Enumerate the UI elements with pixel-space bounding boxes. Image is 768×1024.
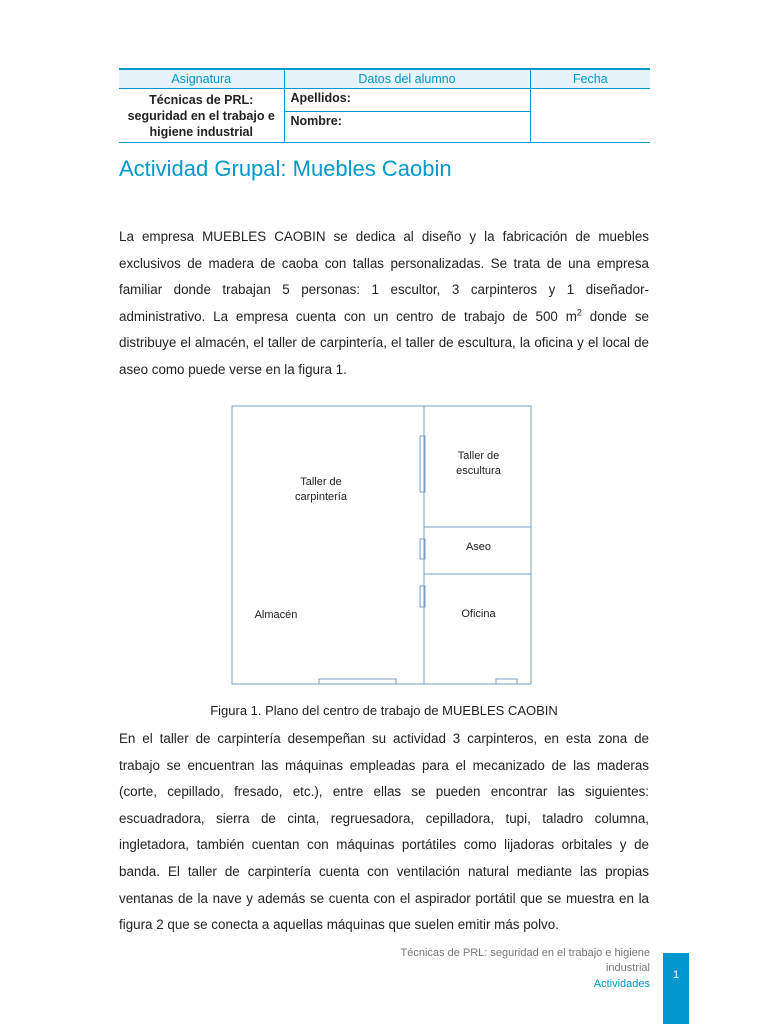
- room-sculpture: [427, 449, 530, 479]
- window: [496, 679, 517, 684]
- room-label: Taller de: [300, 476, 342, 488]
- intro-text-end: donde se distribuye el almacén, el taller de carpintería, el taller de escultura, la oficina y el local de aseo como puede verse en la figura 1.: [119, 308, 649, 377]
- entrance-door: [319, 679, 396, 684]
- room-label: escultura: [456, 465, 501, 477]
- room-carpentry: [261, 475, 381, 505]
- header-table: [119, 68, 650, 143]
- subject-line: higiene industrial: [149, 125, 253, 139]
- floor-plan: [231, 405, 532, 686]
- header-col-date: Fecha: [530, 69, 650, 89]
- room-label: carpintería: [295, 491, 347, 503]
- intro-text: La empresa MUEBLES CAOBIN se dedica al diseño y la fabricación de muebles exclusivos de madera de caoba con tallas personalizadas. Se trata de una empresa familiar donde trabajan 5 personas: 1 escultor, 3 carpinteros y 1 diseñador-administrativo. La empresa cuenta con un centro de trabajo de 500 m: [119, 229, 649, 324]
- subject-line: seguridad en el trabajo e: [127, 109, 275, 123]
- header-col-student: Datos del alumno: [284, 69, 530, 89]
- subject-line: Técnicas de PRL:: [149, 93, 254, 107]
- room-toilet: Aseo: [465, 541, 492, 553]
- header-col-subject: Asignatura: [119, 69, 284, 89]
- body-paragraph: En el taller de carpintería desempeñan su actividad 3 carpinteros, en esta zona de trabajo se encuentran las máquinas empleadas para el mecanizado de las maderas (corte, cepillado, fresado, etc.), entre ellas se pueden encontrar las siguientes: escuadradora, sierra de cinta, regruesadora, cepilladora, tupi, taladro columna, ingletadora, también cuentan con máquinas portátiles como lijadoras orbitales y de banda. El taller de carpintería cuenta con ventilación natural mediante las propias ventanas de la nave y además se cuenta con el aspirador portátil que se muestra en la figura 2 que se conecta a aquellas máquinas que suelen emitir más polvo.: [119, 731, 649, 933]
- footer-subject: [401, 946, 651, 976]
- figure-caption: Figura 1. Plano del centro de trabajo de MUEBLES CAOBIN: [210, 703, 558, 718]
- subject-cell: [119, 89, 284, 143]
- room-warehouse: Almacén: [254, 609, 298, 621]
- page-title: Actividad Grupal: Muebles Caobin: [119, 156, 452, 181]
- superscript: 2: [576, 307, 582, 318]
- footer-section: Actividades: [593, 978, 650, 990]
- surname-field[interactable]: Apellidos:: [284, 89, 530, 112]
- date-field[interactable]: [530, 89, 650, 143]
- room-office: Oficina: [461, 608, 496, 620]
- footer-line: industrial: [605, 962, 650, 974]
- footer-line: Técnicas de PRL: seguridad en el trabajo e higiene: [400, 947, 650, 959]
- page-number-tab: [663, 953, 689, 1024]
- page-number: 1: [672, 969, 680, 981]
- room-label: Taller de: [457, 450, 500, 462]
- name-field[interactable]: Nombre:: [284, 111, 530, 142]
- intro-paragraph: [119, 224, 649, 384]
